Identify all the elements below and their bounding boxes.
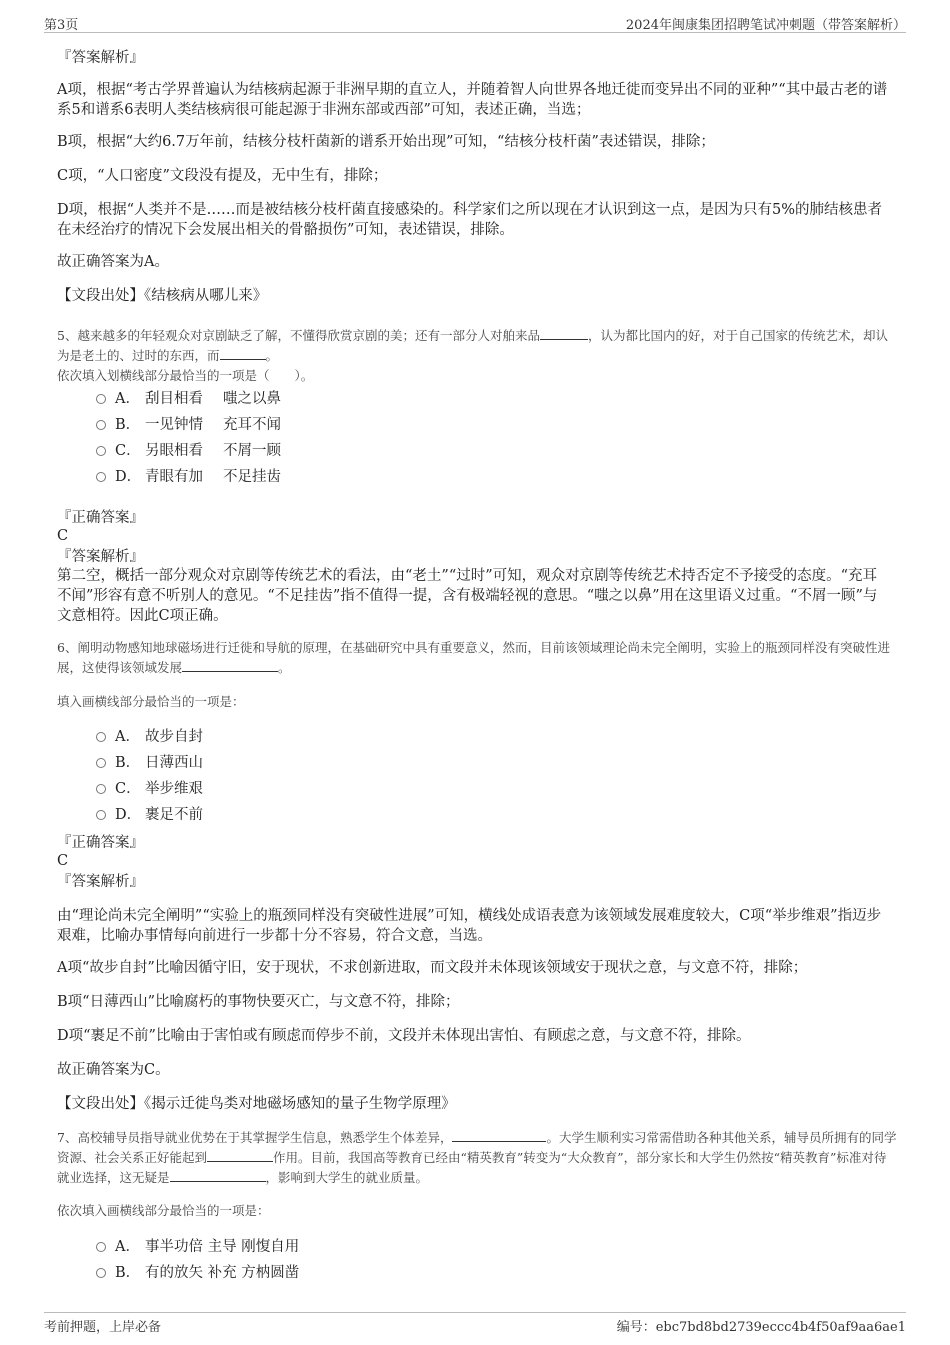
option-letter: B． [115,755,141,771]
q5-stem-part: 5、越来越多的年轻观众对京剧缺乏了解，不懂得欣赏京剧的美；还有一部分人对舶来品 [57,328,540,343]
option-text: 有的放矢 补充 方枘圆凿 [145,1265,300,1281]
q4-analysis-d: D项，根据“人类并不是……而是被结核分枝杆菌直接感染的。科学家们之所以现在才认识到这一点，是因为只有5%的肺结核患者在未经治疗的情况下会发展出相关的骨骼损伤”可知，表述错误，排除。 [57,202,883,238]
q6-conclusion: 故正确答案为C。 [57,1062,170,1078]
q6-stem [57,638,897,678]
q6-option-b[interactable] [96,753,203,773]
radio-icon[interactable] [96,1242,106,1252]
option-letter: A． [115,391,140,407]
q7-stem-part: 7、高校辅导员指导就业优势在于其掌握学生信息，熟悉学生个体差异， [57,1130,453,1145]
option-letter: D． [115,469,142,485]
radio-icon[interactable] [96,1268,106,1278]
document-title: 2024年闽康集团招聘笔试冲刺题（带答案解析） [625,18,906,33]
option-text: 日薄西山 [145,755,203,771]
radio-icon[interactable] [96,472,106,482]
q4-analysis-title: 『答案解析』 [57,50,144,66]
radio-icon[interactable] [96,732,106,742]
radio-icon[interactable] [96,810,106,820]
option-text: 故步自封 [145,729,203,745]
q5-analysis: 第二空，概括一部分观众对京剧等传统艺术的看法，由“老土”“过时”可知，观众对京剧等传统艺术持否定不予接受的态度。“充耳不闻”形容有意不听别人的意见。“不足挂齿”指不值得一提，含有极端轻视的意思。“嗤之以鼻”用在这里语义过重。“不屑一顾”与文意相符。因此C项正确。 [57,568,878,624]
q6-stem-part: 6、阐明动物感知地球磁场进行迁徙和导航的原理，在基础研究中具有重要意义，然而，目前该领域理论尚未完全阐明，实验上的瓶颈同样没有突破性进展，这使得该领域发展 [57,640,890,675]
q7-stem-part: ，影响到大学生的就业质量。 [265,1170,429,1185]
radio-icon[interactable] [96,758,106,768]
q7-stem-part: 。大学生顺利实习常需借助各种其他关系，辅导员所拥有的同学资源、社会关系正好能起到 [57,1130,897,1165]
option-letter: B． [115,417,141,433]
option-letter: D． [115,807,142,823]
q5-stem [57,326,897,366]
q6-instruction: 填入画横线部分最恰当的一项是： [57,694,245,709]
option-text: 一见钟情 [145,417,203,433]
q6-analysis-a: A项“故步自封”比喻因循守旧，安于现状，不求创新进取，而文段并未体现该领域安于现状之意，与文意不符，排除； [57,960,808,976]
q7-blank-3 [170,1168,266,1182]
q4-analysis-c: C项，“人口密度”文段没有提及，无中生有，排除； [57,168,388,184]
q4-source: 【文段出处】《结核病从哪儿来》 [57,288,268,304]
option-text: 刮目相看 [145,391,203,407]
option-text: 事半功倍 主导 刚愎自用 [145,1239,300,1255]
option-text: 嗤之以鼻 [223,391,281,407]
q5-analysis-title: 『答案解析』 [57,549,144,565]
option-letter: C． [115,443,141,459]
document-code: 编号：ebc7bd8bd2739eccc4b4f50af9aa6ae1 [616,1320,906,1335]
radio-icon[interactable] [96,784,106,794]
q7-option-a[interactable] [96,1237,299,1257]
q5-option-c[interactable] [96,441,281,461]
q6-option-d[interactable] [96,805,203,825]
q4-analysis-b: B项，根据“大约6.7万年前，结核分枝杆菌新的谱系开始出现”可知，“结核分枝杆菌”表述错误，排除； [57,134,715,150]
q7-instruction: 依次填入画横线部分最恰当的一项是： [57,1203,270,1218]
option-text: 充耳不闻 [223,417,281,433]
option-text: 另眼相看 [145,443,203,459]
q5-blank-2 [220,346,266,360]
q5-option-d[interactable] [96,467,281,487]
option-letter: A． [115,729,140,745]
q5-blank-1 [540,326,588,340]
q6-analysis-b: B项“日薄西山”比喻腐朽的事物快要灭亡，与文意不符，排除； [57,994,460,1010]
q7-option-b[interactable] [96,1263,299,1283]
q7-stem [57,1128,897,1188]
option-letter: C． [115,781,141,797]
q6-source: 【文段出处】《揭示迁徙鸟类对地磁场感知的量子生物学原理》 [57,1096,456,1112]
q7-stem-part: 作用。目前，我国高等教育已经由“精英教育”转变为“大众教育”，部分家长和大学生仍然按“精英教育”标准对待就业选择，这无疑是 [57,1150,887,1185]
q6-correct-title: 『正确答案』 [57,835,144,851]
radio-icon[interactable] [96,420,106,430]
q7-blank-1 [452,1128,546,1142]
option-text: 举步维艰 [145,781,203,797]
q5-stem-part: ，认为都比国内的好，对于自己国家的传统艺术，却认为是老土的、过时的东西，而 [57,328,888,363]
q5-option-a[interactable] [96,389,281,409]
q5-correct-answer: C [57,528,69,544]
q6-stem-part: 。 [278,660,291,675]
option-text: 裹足不前 [145,807,203,823]
q4-conclusion: 故正确答案为A。 [57,254,169,270]
radio-icon[interactable] [96,394,106,404]
q6-option-a[interactable] [96,727,203,747]
page-number: 第3页 [44,18,79,33]
option-text: 不屑一顾 [223,443,281,459]
q6-analysis-title: 『答案解析』 [57,874,144,890]
option-letter: A． [115,1239,140,1255]
page-footer [44,1312,906,1335]
q6-option-c[interactable] [96,779,203,799]
option-letter: B． [115,1265,141,1281]
q6-analysis-d: D项“裹足不前”比喻由于害怕或有顾虑而停步不前，文段并未体现出害怕、有顾虑之意，与文意不符，排除。 [57,1028,751,1044]
q5-stem-part: 。 [265,348,279,363]
option-text: 不足挂齿 [223,469,281,485]
option-text: 青眼有加 [145,469,203,485]
q4-analysis-a: A项，根据“考古学界普遍认为结核病起源于非洲早期的直立人，并随着智人向世界各地迁徙而变异出不同的亚种”“其中最古老的谱系5和谱系6表明人类结核病很可能起源于非洲东部或西部”可知，表述正确，当选； [57,82,888,118]
q7-blank-2 [207,1148,273,1162]
q6-correct-answer: C [57,853,69,869]
footer-slogan: 考前押题，上岸必备 [44,1320,162,1335]
q5-instruction: 依次填入划横线部分最恰当的一项是（ ）。 [57,368,314,383]
q5-correct-title: 『正确答案』 [57,510,144,526]
radio-icon[interactable] [96,446,106,456]
q6-analysis-main: 由“理论尚未完全阐明”“实验上的瓶颈同样没有突破性进展”可知，横线处成语表意为该领域发展难度较大，C项“举步维艰”指迈步艰难，比喻办事情每向前进行一步都十分不容易，符合文意，当选。 [57,908,882,944]
q6-blank [182,658,278,672]
page-header [44,12,906,33]
q5-option-b[interactable] [96,415,281,435]
